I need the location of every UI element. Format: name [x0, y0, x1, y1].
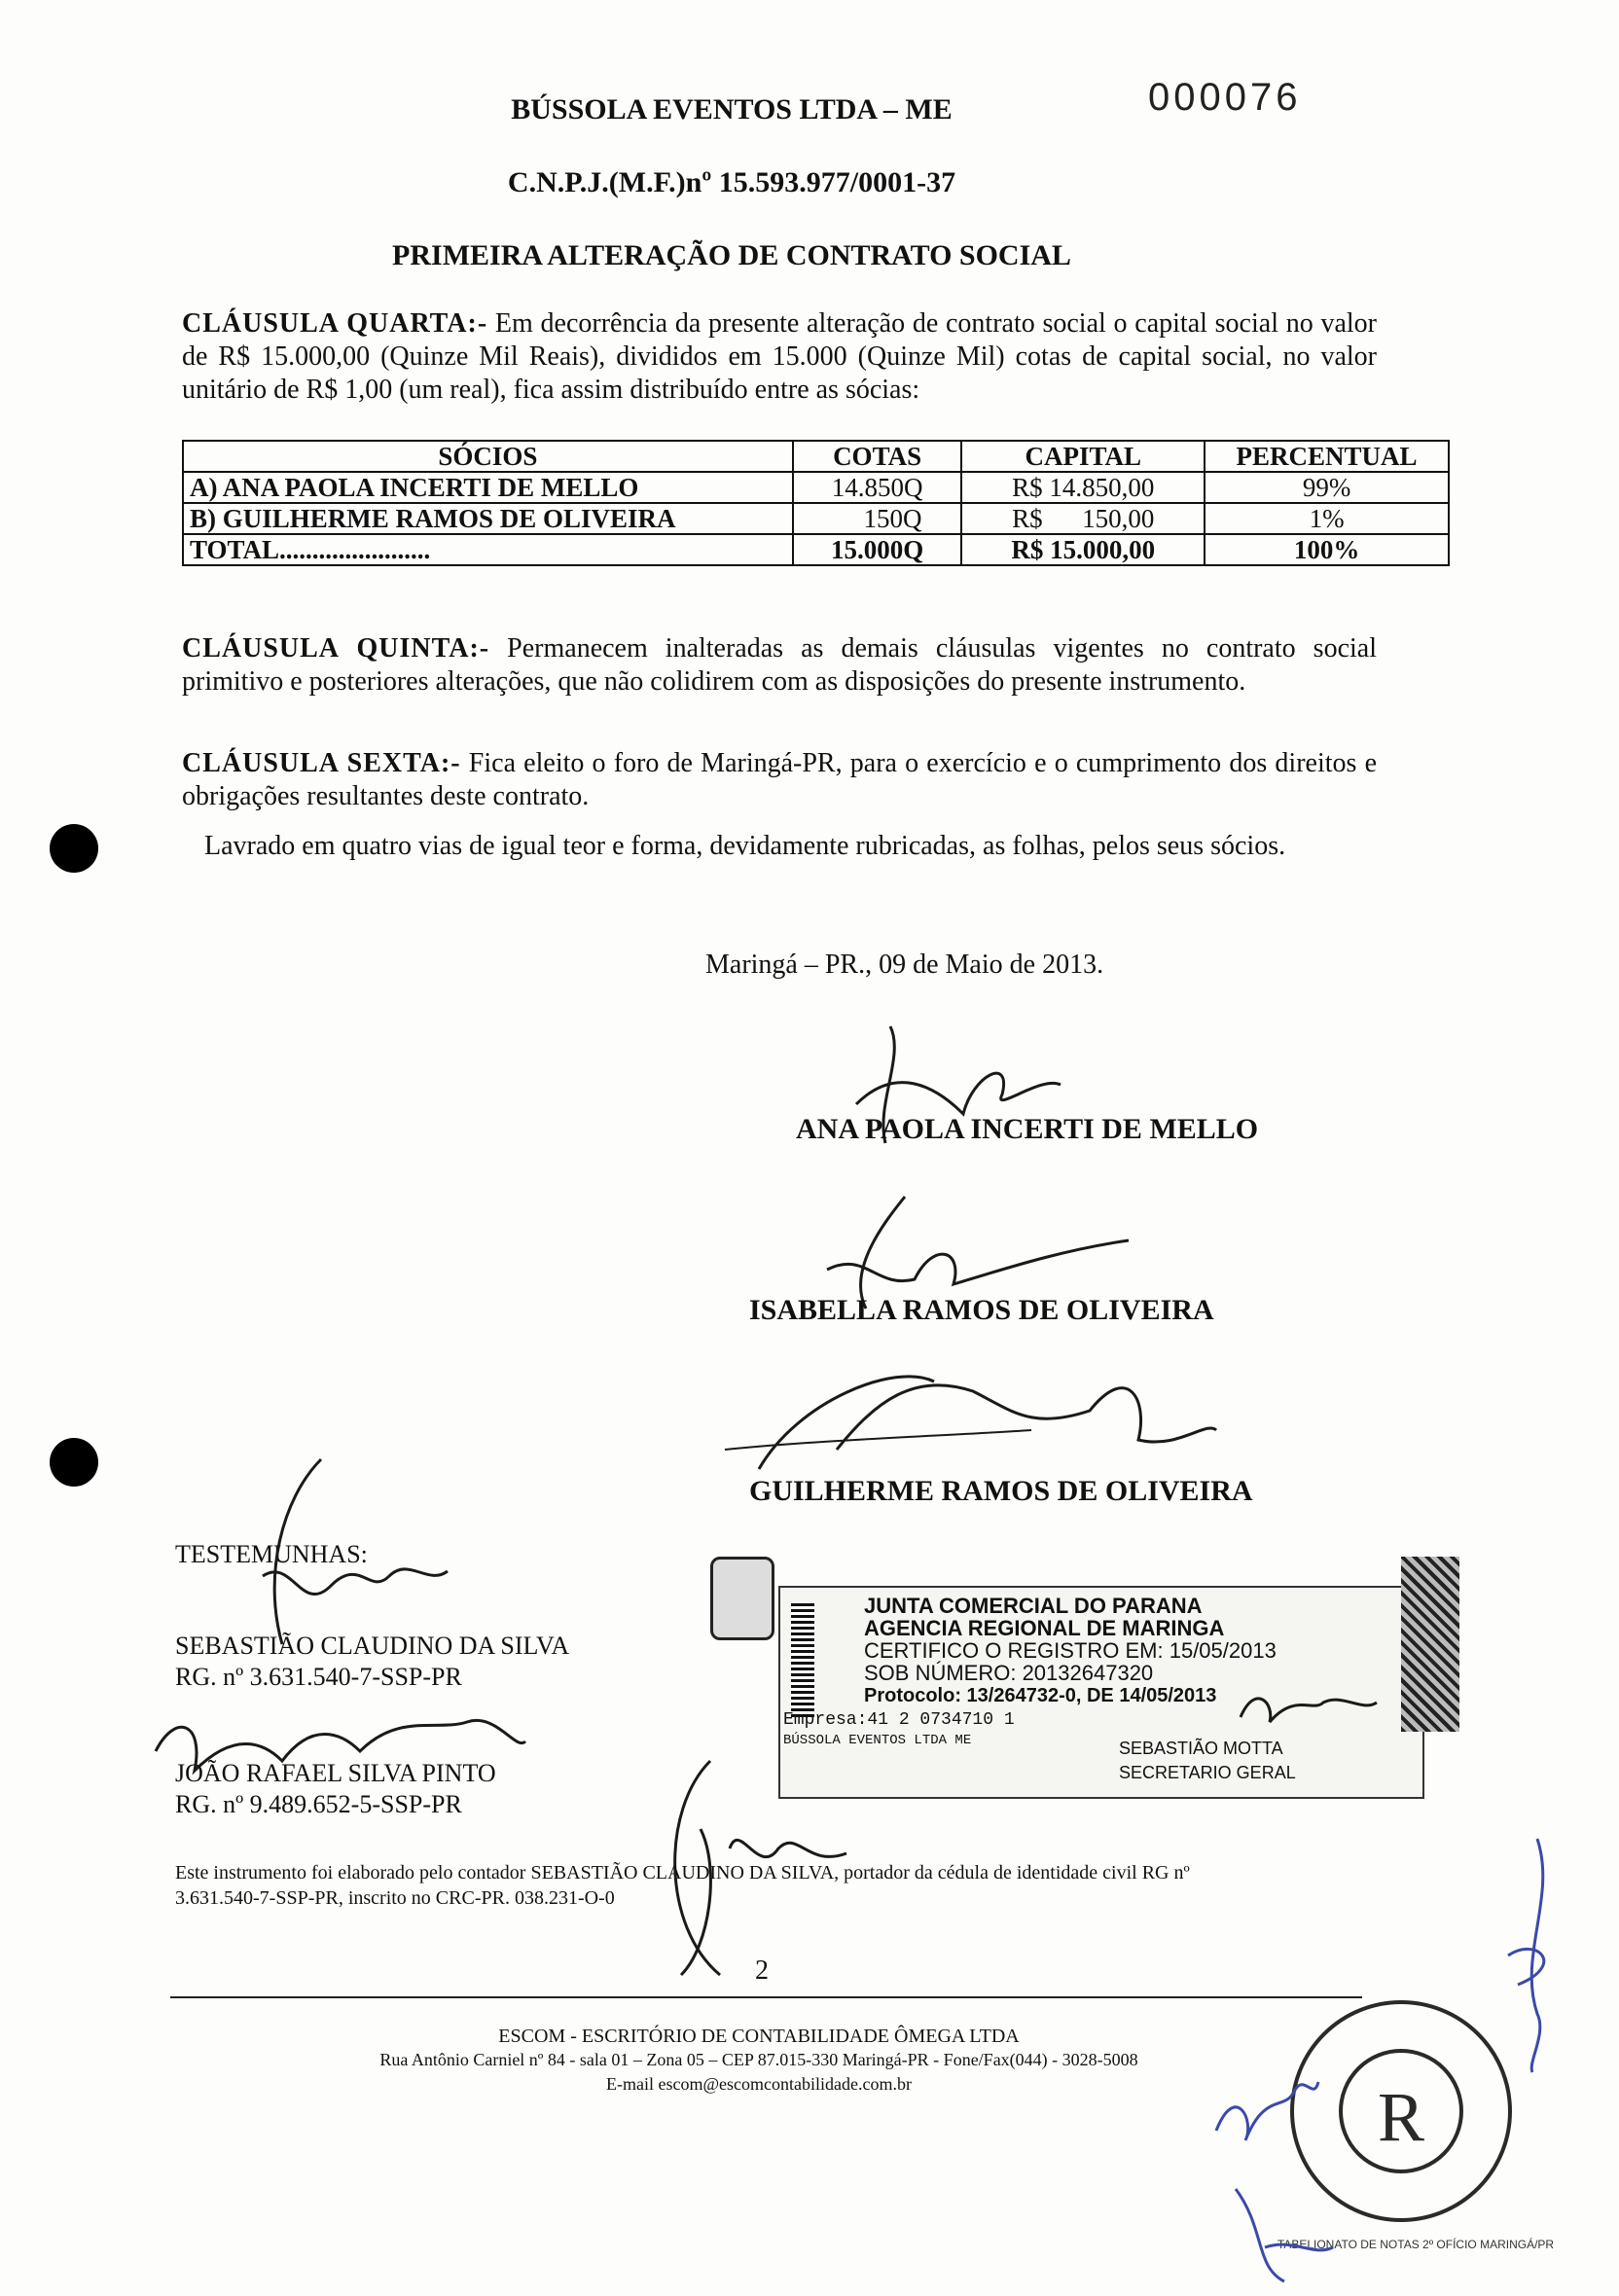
stamp-ornament-right [1401, 1557, 1459, 1732]
table-header-row [183, 441, 1449, 472]
junta-line-3: CERTIFICO O REGISTRO EM: 15/05/2013 [864, 1638, 1277, 1663]
elaborator-note-2: 3.631.540-7-SSP-PR, inscrito no CRC-PR. 038.231-O-0 [175, 1887, 615, 1909]
page-stamp-number: 000076 [1148, 76, 1302, 119]
blue-rubric [1206, 2053, 1323, 2150]
clausula-sexta [182, 747, 1377, 813]
company-name: BÚSSOLA EVENTOS LTDA – ME [511, 93, 953, 126]
stamp-emblem-icon [710, 1557, 774, 1640]
junta-line-5: Protocolo: 13/264732-0, DE 14/05/2013 [864, 1685, 1217, 1706]
place-date: Maringá – PR., 09 de Maio de 2013. [705, 950, 1104, 980]
total-capital: R$ 15.000,00 [961, 534, 1205, 565]
junta-signer-title: SECRETARIO GERAL [1119, 1763, 1296, 1782]
lavrado-statement: Lavrado em quatro vias de igual teor e forma, devidamente rubricadas, as folhas, pelos seus sócios. [204, 831, 1286, 861]
junta-signer: SEBASTIÃO MOTTA [1119, 1739, 1283, 1758]
total-cotas: 15.000Q [793, 534, 962, 565]
punch-hole-top [50, 824, 98, 873]
notary-seal-text: TABELIONATO DE NOTAS 2º OFÍCIO MARINGÁ/PR [1277, 2238, 1555, 2251]
socio-percentual: 1% [1205, 503, 1449, 534]
svg-text:R: R [1378, 2078, 1425, 2156]
header-cotas: COTAS [793, 441, 962, 472]
witness-2-rg: RG. nº 9.489.652-5-SSP-PR [175, 1790, 462, 1818]
witness-1-signature [224, 1459, 477, 1654]
elaborator-note-1: Este instrumento foi elaborado pelo contador SEBASTIÃO CLAUDINO DA SILVA, portador da cédula de identidade civil RG nº [175, 1862, 1190, 1883]
socio-capital: R$ 14.850,00 [961, 472, 1205, 503]
socio-name: A) ANA PAOLA INCERTI DE MELLO [183, 472, 793, 503]
witness-1-name: SEBASTIÃO CLAUDINO DA SILVA [175, 1632, 570, 1660]
socio-cotas: 14.850Q [793, 472, 962, 503]
junta-line-2: AGENCIA REGIONAL DE MARINGA [864, 1616, 1225, 1640]
socio-name: B) GUILHERME RAMOS DE OLIVEIRA [183, 503, 793, 534]
signatory-name-isabella: ISABELLA RAMOS DE OLIVEIRA [749, 1294, 1214, 1326]
header-capital: CAPITAL [961, 441, 1205, 472]
punch-hole-bottom [50, 1438, 98, 1487]
stamp-signature [1236, 1673, 1382, 1732]
witness-2-name: JOÃO RAFAEL SILVA PINTO [175, 1759, 496, 1787]
clausula-quarta-text: Em decorrência da presente alteração de contrato social o capital social no valor de R$ 15.000,00 (Quinze Mil Reais), divididos em 15.000 (Quinze Mil) cotas de capital social, no valor unitário de R$ 1,00 (um real), fica assim distribuído entre as sócias: [182, 308, 1378, 405]
witness-1-rg: RG. nº 3.631.540-7-SSP-PR [175, 1663, 462, 1691]
header-percentual: PERCENTUAL [1205, 441, 1449, 472]
cnpj: C.N.P.J.(M.F.)nº 15.593.977/0001-37 [507, 166, 956, 198]
footer-address: Rua Antônio Carniel nº 84 - sala 01 – Zona 05 – CEP 87.015-330 Maringá-PR - Fone/Fax(044) - 3028-5008 [379, 2050, 1138, 2069]
blue-initial-mark [1498, 1839, 1576, 2072]
clausula-sexta-text: Fica eleito o foro de Maringá-PR, para o exercício e o cumprimento dos direitos e obrigações resultantes deste contrato. [182, 748, 1378, 811]
footer-rule [170, 1996, 1362, 1998]
clausula-quinta-text: Permanecem inalteradas as demais cláusulas vigentes no contrato social primitivo e posteriores alterações, que não colidirem com as disposições do presente instrumento. [182, 633, 1377, 697]
junta-line-7: BÚSSOLA EVENTOS LTDA ME [783, 1733, 972, 1748]
table-total-row [183, 534, 1449, 565]
junta-line-1: JUNTA COMERCIAL DO PARANA [864, 1594, 1203, 1618]
clausula-quarta [182, 307, 1377, 407]
socio-percentual: 99% [1205, 472, 1449, 503]
witnesses-label: TESTEMUNHAS: [175, 1540, 368, 1568]
signatory-name-guilherme: GUILHERME RAMOS DE OLIVEIRA [749, 1475, 1253, 1507]
socio-cotas: 150Q [793, 503, 962, 534]
clausula-sexta-lead: CLÁUSULA SEXTA:- [182, 748, 461, 778]
document-title: PRIMEIRA ALTERAÇÃO DE CONTRATO SOCIAL [392, 239, 1071, 271]
table-row [183, 503, 1449, 534]
stamp-barcode-strip [791, 1603, 814, 1720]
total-percentual: 100% [1205, 534, 1449, 565]
capital-distribution-table [182, 440, 1450, 566]
clausula-quinta-lead: CLÁUSULA QUINTA:- [182, 633, 490, 664]
clausula-quinta [182, 632, 1377, 699]
clausula-quarta-lead: CLÁUSULA QUARTA:- [182, 308, 488, 339]
footer-email: E-mail escom@escomcontabilidade.com.br [606, 2074, 912, 2094]
socio-capital: R$ 150,00 [961, 503, 1205, 534]
signatory-name-ana: ANA PAOLA INCERTI DE MELLO [796, 1113, 1259, 1145]
header-socios: SÓCIOS [183, 441, 793, 472]
page-number: 2 [755, 1955, 769, 1986]
total-label: TOTAL....................... [183, 534, 793, 565]
junta-line-6: Empresa:41 2 0734710 1 [783, 1710, 1015, 1730]
blue-scribble [1226, 2189, 1343, 2286]
junta-line-4: SOB NÚMERO: 20132647320 [864, 1661, 1154, 1685]
footer-office: ESCOM - ESCRITÓRIO DE CONTABILIDADE ÔMEGA LTDA [498, 2026, 1020, 2047]
table-row [183, 472, 1449, 503]
